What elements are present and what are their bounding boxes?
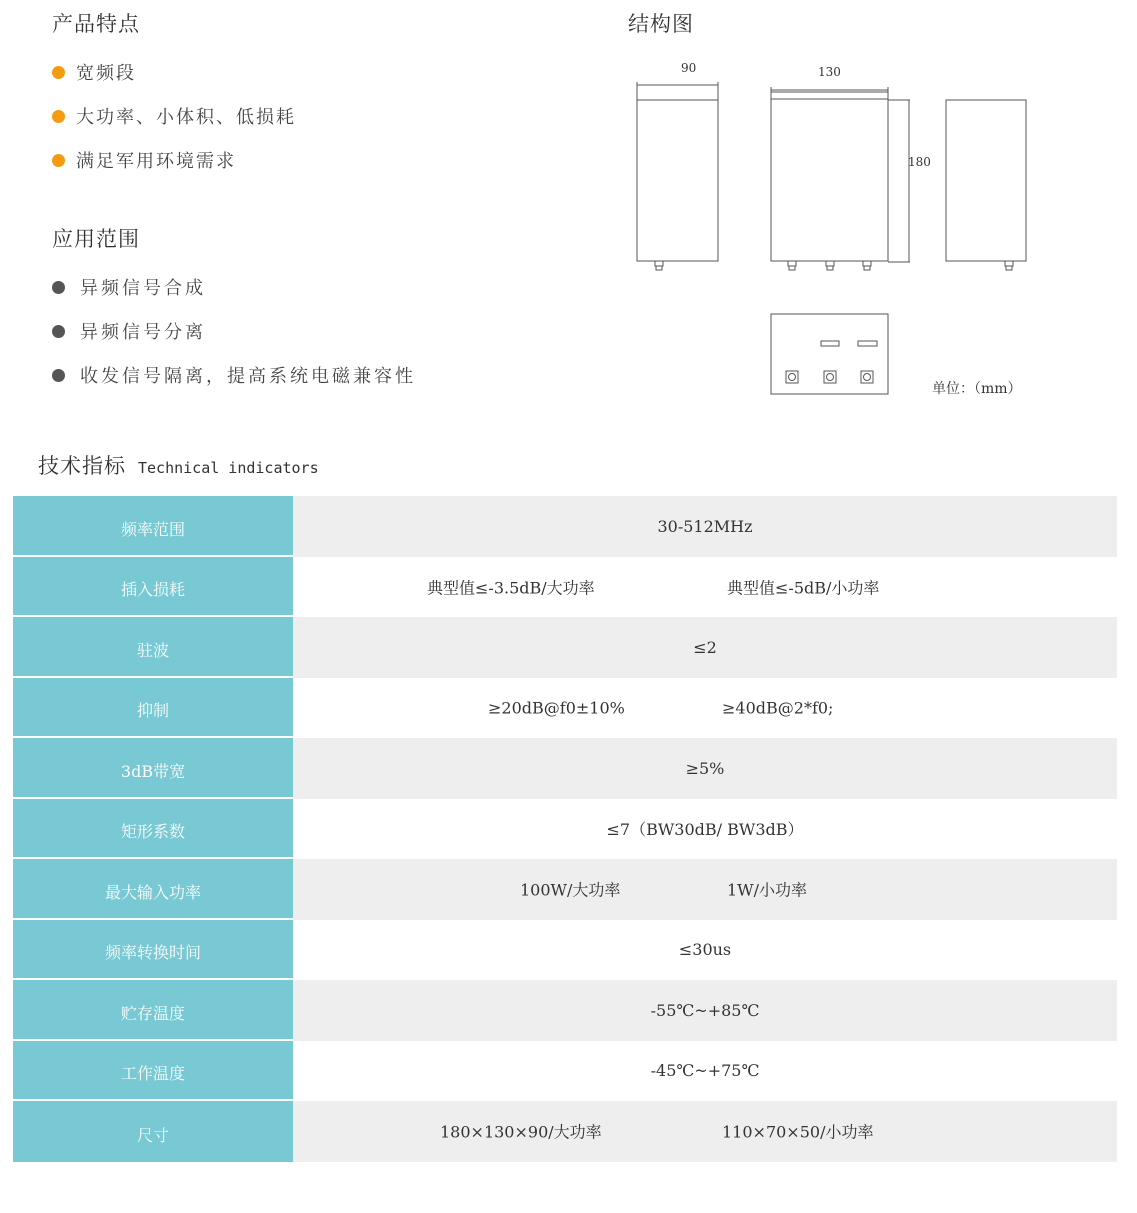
- list-item: [52, 94, 296, 138]
- applications-title: 应用范围: [52, 227, 140, 251]
- applications-list: [52, 265, 416, 397]
- spec-value: 典型值≤-5dB/小功率: [727, 578, 880, 598]
- gray-dot-icon: [52, 369, 65, 382]
- table-row: [13, 557, 1117, 618]
- spec-label: 最大输入功率: [13, 859, 293, 920]
- back-view-drawing: [946, 100, 1026, 270]
- spec-value-cell: [293, 738, 1117, 799]
- spec-label: 驻波: [13, 617, 293, 678]
- orange-dot-icon: [52, 154, 65, 167]
- list-item: [52, 50, 296, 94]
- list-item: [52, 265, 416, 309]
- spec-label: 贮存温度: [13, 980, 293, 1041]
- spec-value-cell: [293, 1101, 1117, 1162]
- spec-label: 频率范围: [13, 496, 293, 557]
- dimension-length-label: 130: [818, 65, 841, 79]
- spec-label: 抑制: [13, 678, 293, 739]
- table-row: [13, 859, 1117, 920]
- spec-value: 100W/大功率: [520, 880, 621, 900]
- spec-value: 1W/小功率: [727, 880, 808, 900]
- spec-label: 插入损耗: [13, 557, 293, 618]
- orange-dot-icon: [52, 110, 65, 123]
- front-view-drawing: [771, 87, 910, 270]
- spec-value-cell: [293, 859, 1117, 920]
- feature-text: 宽频段: [76, 63, 136, 84]
- gray-dot-icon: [52, 281, 65, 294]
- spec-value-cell: [293, 920, 1117, 981]
- table-row: [13, 1101, 1117, 1162]
- structure-title: 结构图: [628, 12, 694, 36]
- unit-label: 单位：（mm）: [932, 381, 1022, 397]
- spec-value: 30-512MHz: [657, 516, 753, 536]
- spec-value-cell: [293, 678, 1117, 739]
- spec-title: [38, 450, 319, 480]
- spec-value-cell: [293, 1041, 1117, 1102]
- spec-value-cell: [293, 799, 1117, 860]
- spec-value: ≤7（BW30dB/ BW3dB）: [606, 820, 804, 840]
- spec-label: 工作温度: [13, 1041, 293, 1102]
- features-list: [52, 50, 296, 182]
- spec-label: 矩形系数: [13, 799, 293, 860]
- spec-value-cell: [293, 557, 1117, 618]
- spec-label: 尺寸: [13, 1101, 293, 1162]
- feature-text: 大功率、小体积、低损耗: [76, 107, 296, 128]
- spec-value: 典型值≤-3.5dB/大功率: [427, 578, 595, 598]
- spec-value: -55℃~+85℃: [650, 1000, 760, 1020]
- table-row: [13, 617, 1117, 678]
- spec-value-cell: [293, 980, 1117, 1041]
- side-view-drawing: [637, 82, 718, 270]
- spec-value: ≤2: [693, 637, 717, 657]
- application-text: 异频信号分离: [80, 322, 206, 343]
- feature-text: 满足军用环境需求: [76, 151, 236, 172]
- table-row: [13, 920, 1117, 981]
- bottom-view-drawing: [771, 314, 888, 394]
- table-row: [13, 1041, 1117, 1102]
- spec-value: ≥5%: [685, 758, 725, 778]
- spec-value: ≤30us: [678, 940, 732, 960]
- spec-label: 频率转换时间: [13, 920, 293, 981]
- spec-title-zh: 技术指标: [38, 454, 126, 478]
- table-row: [13, 799, 1117, 860]
- list-item: [52, 309, 416, 353]
- spec-value-cell: [293, 496, 1117, 557]
- spec-label: 3dB带宽: [13, 738, 293, 799]
- list-item: [52, 353, 416, 397]
- dimension-width-label: 90: [681, 61, 697, 75]
- spec-value: 110×70×50/小功率: [722, 1122, 874, 1142]
- spec-title-en: Technical indicators: [138, 459, 319, 477]
- orange-dot-icon: [52, 66, 65, 79]
- spec-value: -45℃~+75℃: [650, 1061, 760, 1081]
- spec-value-cell: [293, 617, 1117, 678]
- features-title: 产品特点: [52, 12, 140, 36]
- spec-value: ≥20dB@f0±10%: [488, 698, 625, 718]
- application-text: 异频信号合成: [80, 278, 206, 299]
- table-row: [13, 980, 1117, 1041]
- dimension-height-label: 180: [908, 155, 931, 169]
- spec-value: 180×130×90/大功率: [440, 1122, 602, 1142]
- table-row: [13, 496, 1117, 557]
- table-row: [13, 738, 1117, 799]
- table-row: [13, 678, 1117, 739]
- list-item: [52, 138, 296, 182]
- application-text: 收发信号隔离，提高系统电磁兼容性: [80, 366, 416, 387]
- spec-value: ≥40dB@2*f0;: [722, 698, 834, 718]
- spec-table: [13, 496, 1117, 1162]
- gray-dot-icon: [52, 325, 65, 338]
